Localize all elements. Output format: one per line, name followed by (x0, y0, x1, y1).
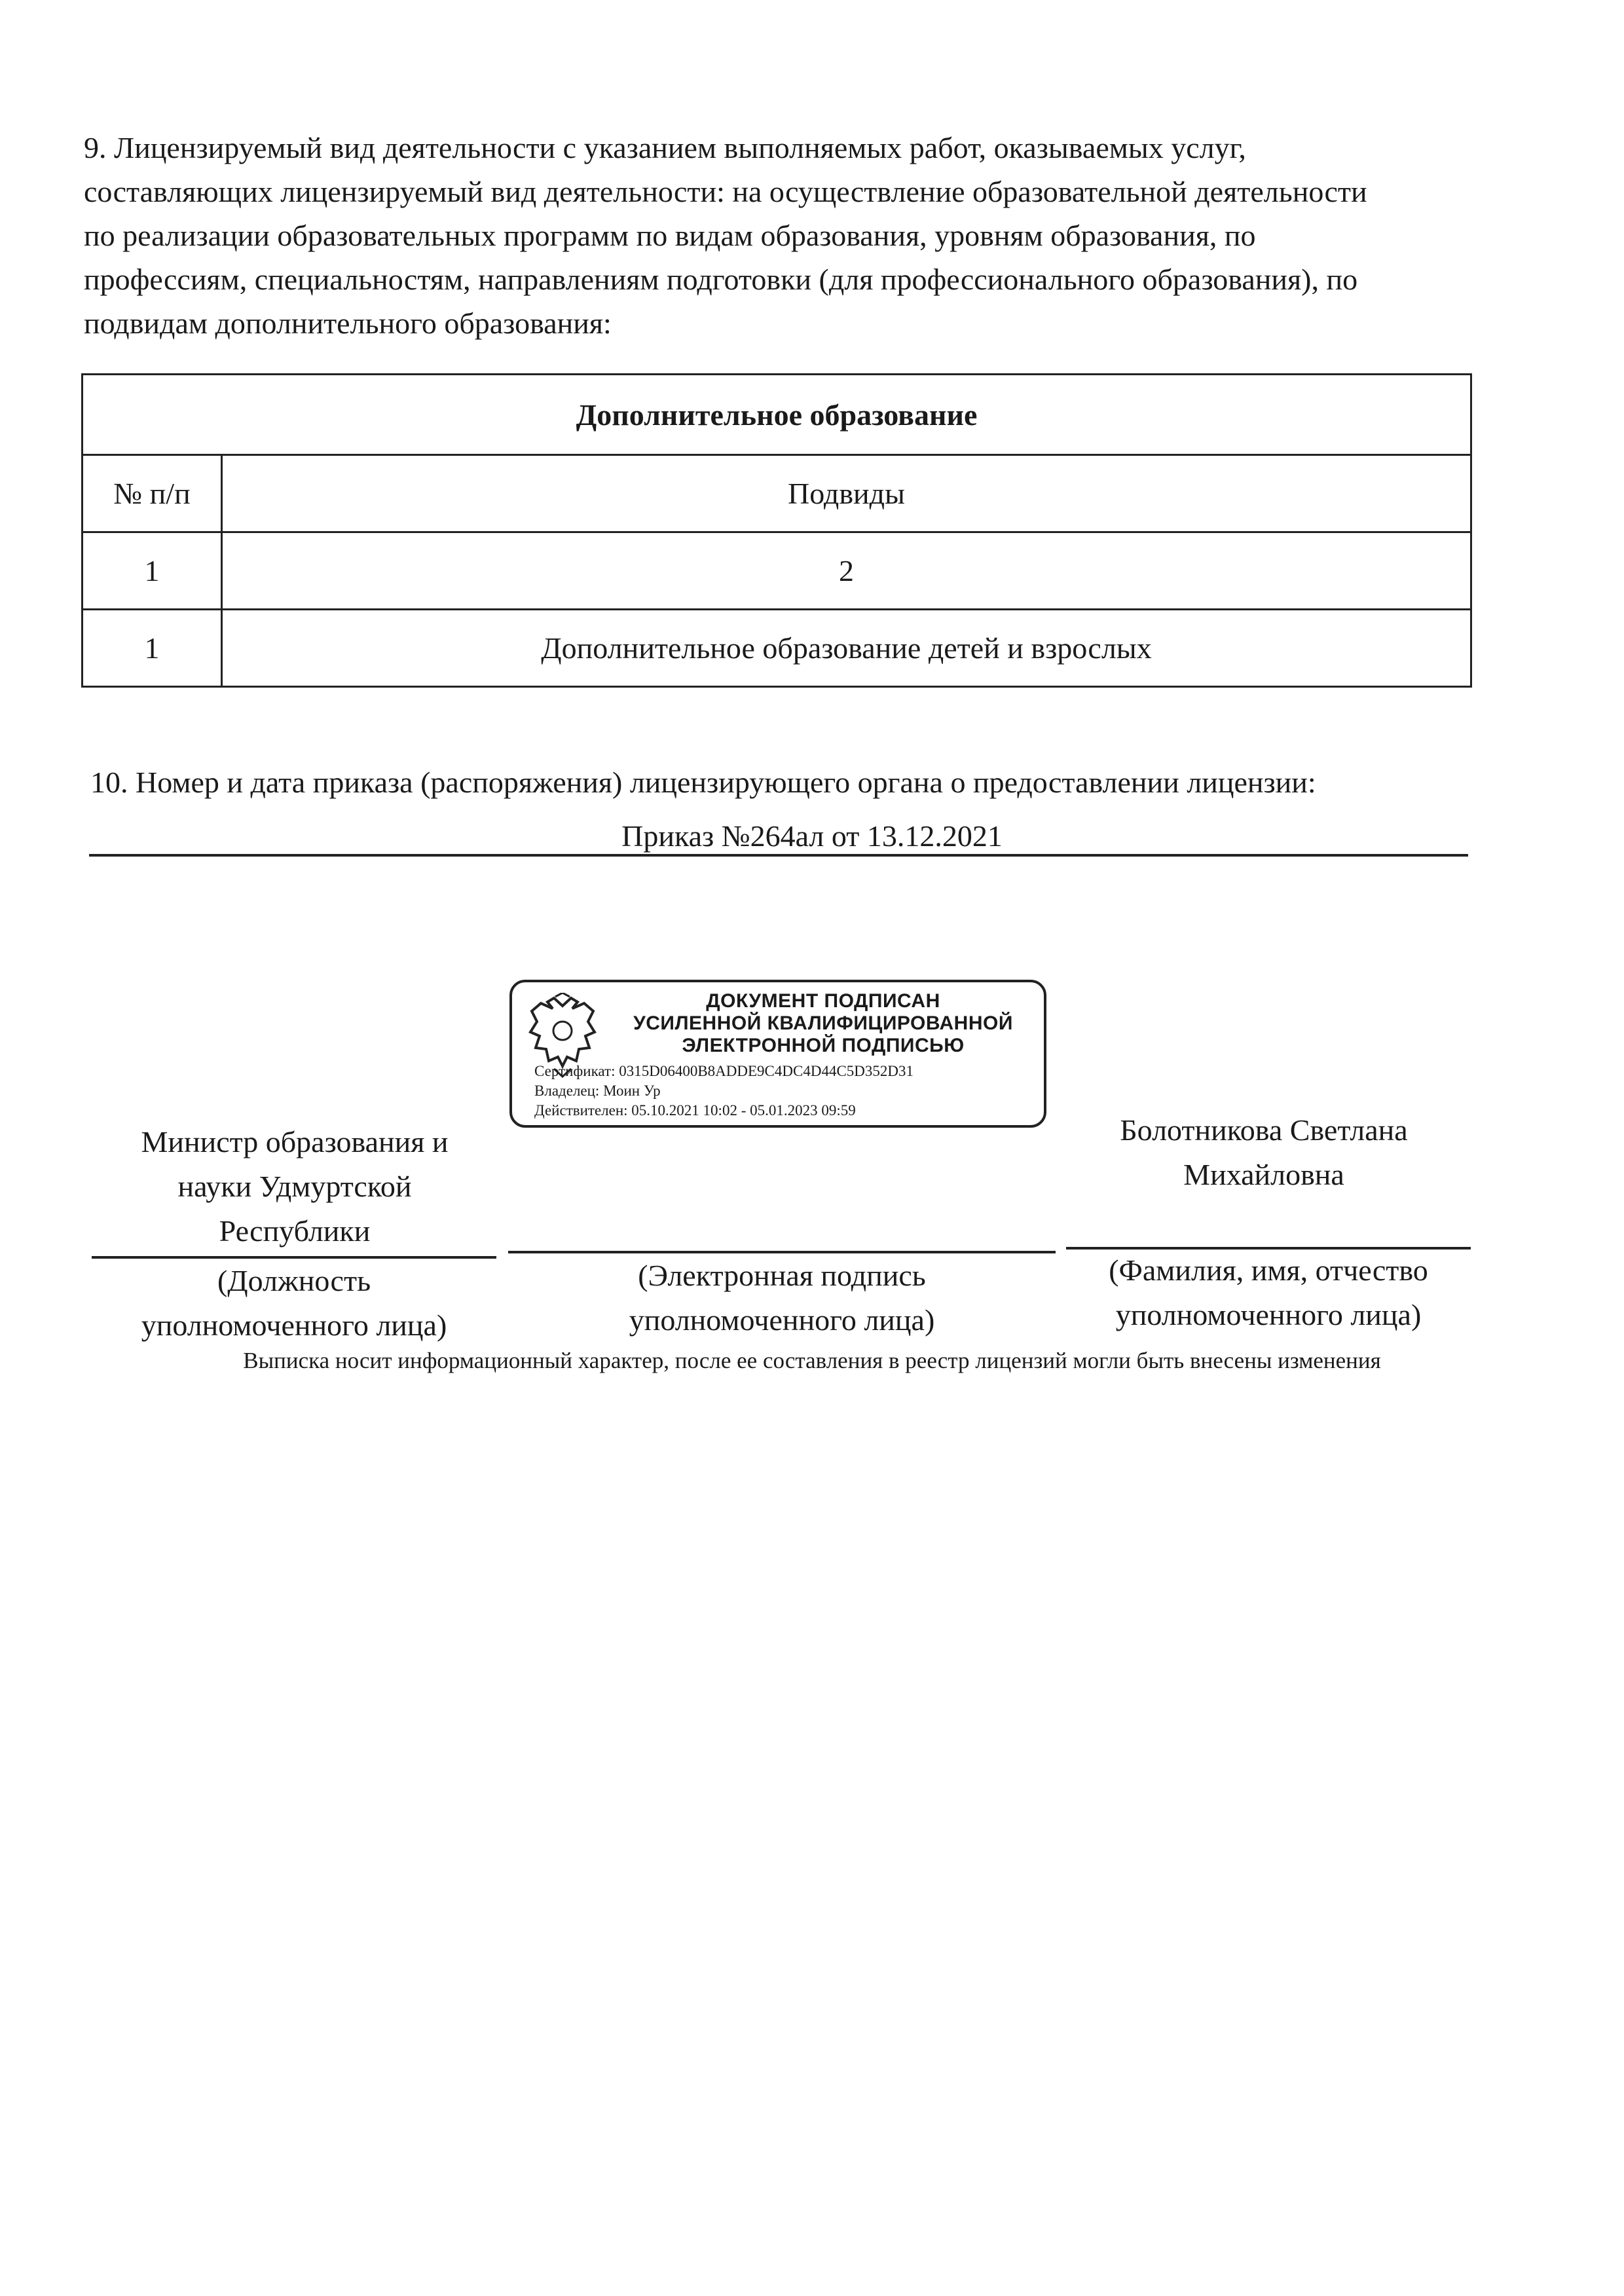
official-position (92, 1120, 498, 1253)
caption-position (92, 1259, 496, 1348)
table-cell: 2 (222, 532, 1471, 610)
table-row (83, 610, 1471, 687)
stamp-title-line: ЭЛЕКТРОННОЙ ПОДПИСЬЮ (682, 1035, 965, 1056)
stamp-certificate: Сертификат: 0315D06400B8ADDE9C4DC4D44C5D352D31 (534, 1063, 914, 1079)
stamp-valid-period: Действителен: 05.10.2021 10:02 - 05.01.2023 09:59 (534, 1102, 856, 1119)
section-9-line: по реализации образовательных программ по видам образования, уровням образования, по (84, 219, 1256, 252)
section-10-text: 10. Номер и дата приказа (распоряжения) лицензирующего органа о предоставлении лицензии: (90, 766, 1316, 799)
table-header-row (83, 455, 1471, 532)
caption-line: уполномоченного лица) (1115, 1298, 1422, 1331)
subtypes-table (81, 373, 1472, 688)
table-cell: 1 (83, 610, 222, 687)
table-numbering-row (83, 532, 1471, 610)
section-9-line: подвидам дополнительного образования: (84, 306, 612, 340)
caption-signature (508, 1253, 1056, 1342)
official-position-line: науки Удмуртской (177, 1170, 412, 1203)
official-name-line: Михайловна (1183, 1158, 1344, 1191)
stamp-owner: Владелец: Моин Ур (534, 1083, 661, 1099)
official-name-line: Болотникова Светлана (1120, 1113, 1408, 1147)
table-cell: 1 (83, 532, 222, 610)
footer-disclaimer: Выписка носит информационный характер, после ее составления в реестр лицензий могли быть внесены изменения (243, 1348, 1381, 1373)
caption-line: уполномоченного лица) (629, 1303, 935, 1337)
order-underline (89, 854, 1468, 857)
caption-name (1066, 1248, 1471, 1337)
stamp-title-line: УСИЛЕННОЙ КВАЛИФИЦИРОВАННОЙ (633, 1012, 1013, 1034)
electronic-signature-stamp (509, 980, 1046, 1128)
section-9-text (84, 126, 1485, 345)
table-title-row (83, 375, 1471, 455)
section-9-line: составляющих лицензируемый вид деятельности: на осуществление образовательной деятельности (84, 175, 1367, 208)
caption-line: (Фамилия, имя, отчество (1109, 1253, 1428, 1287)
section-9-line: профессиям, специальностям, направлениям подготовки (для профессионального образования), по (84, 263, 1358, 296)
caption-line: (Электронная подпись (638, 1259, 926, 1292)
column-header-subtypes: Подвиды (222, 455, 1471, 532)
official-name (1061, 1108, 1467, 1197)
stamp-title-line: ДОКУМЕНТ ПОДПИСАН (706, 990, 940, 1012)
order-number: Приказ №264ал от 13.12.2021 (621, 819, 1003, 853)
official-position-line: Республики (219, 1214, 371, 1248)
column-header-number: № п/п (83, 455, 222, 532)
table-title: Дополнительное образование (83, 375, 1471, 455)
table-cell: Дополнительное образование детей и взрослых (222, 610, 1471, 687)
section-9-line: 9. Лицензируемый вид деятельности с указанием выполняемых работ, оказываемых услуг, (84, 131, 1246, 164)
official-position-line: Министр образования и (141, 1125, 449, 1158)
caption-line: уполномоченного лица) (141, 1308, 447, 1342)
caption-line: (Должность (217, 1264, 371, 1297)
